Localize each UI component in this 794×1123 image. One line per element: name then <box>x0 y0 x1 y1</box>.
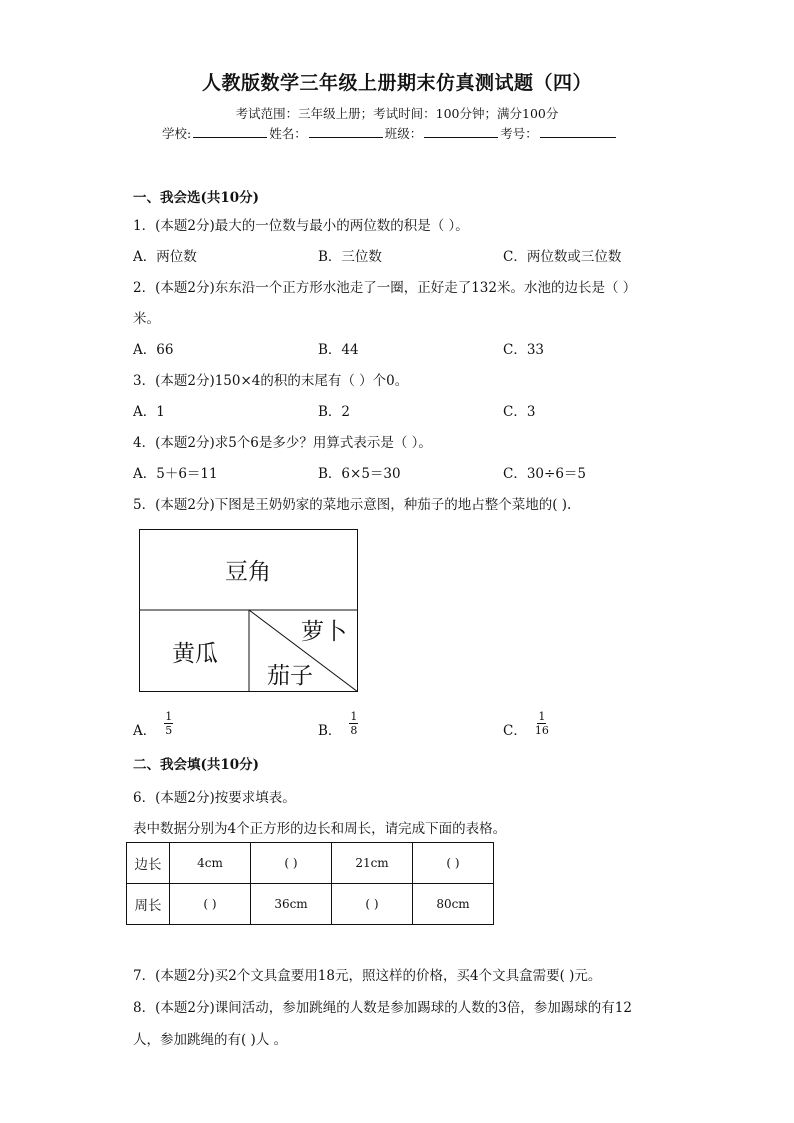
question-8: 8．(本题2分)课间活动，参加跳绳的人数是参加踢球的人数的3倍，参加踢球的有12 <box>133 1000 632 1016</box>
garden-label-cucumber: 黄瓜 <box>172 641 218 667</box>
question-3: 3．(本题2分)150×4的积的末尾有（ ）个0。 <box>133 373 409 389</box>
question-1: 1．(本题2分)最大的一位数与最小的两位数的积是（ ）。 <box>133 218 469 234</box>
fraction-numerator: 1 <box>538 710 546 723</box>
question-6-description: 表中数据分别为4个正方形的边长和周长，请完成下面的表格。 <box>133 821 507 837</box>
table-row-side <box>127 843 494 884</box>
garden-label-radish: 萝卜 <box>301 619 347 645</box>
q1-option-b[interactable]: B．三位数 <box>318 249 382 265</box>
fraction-numerator: 1 <box>350 710 358 723</box>
section-heading-fill: 二、我会填(共10分) <box>133 757 260 773</box>
fraction-numerator: 1 <box>165 710 173 723</box>
q2-option-a[interactable]: A．66 <box>133 342 174 358</box>
garden-label-eggplant: 茄子 <box>267 663 313 689</box>
question-6: 6．(本题2分)按要求填表。 <box>133 790 296 806</box>
square-table <box>126 842 494 925</box>
number-label: 考号： <box>500 126 538 141</box>
q3-option-b[interactable]: B．2 <box>318 404 351 420</box>
vegetable-garden-diagram <box>139 529 358 692</box>
q5-option-b-fraction <box>349 710 358 737</box>
question-7: 7．(本题2分)买2个文具盒要用18元，照这样的价格，买4个文具盒需要( )元。 <box>133 968 602 984</box>
q5-option-a-letter: A． <box>133 723 157 739</box>
class-blank[interactable] <box>424 125 498 138</box>
fraction-denominator: 8 <box>350 724 358 737</box>
number-blank[interactable] <box>540 125 616 138</box>
table-cell: 21cm <box>332 843 413 884</box>
q5-option-a-fraction <box>164 710 173 737</box>
question-4: 4．(本题2分)求5个6是多少？用算式表示是（ ）。 <box>133 435 432 451</box>
q5-option-c[interactable] <box>503 710 549 745</box>
fraction-denominator: 16 <box>534 724 549 737</box>
q3-option-c[interactable]: C．3 <box>503 404 536 420</box>
school-blank[interactable] <box>193 125 267 138</box>
school-label: 学校: <box>162 126 192 141</box>
question-2: 2．(本题2分)东东沿一个正方形水池走了一圈，正好走了132米。水池的边长是（ ） <box>133 280 637 296</box>
name-label: 姓名： <box>269 126 307 141</box>
row-header-perimeter: 周长 <box>127 884 170 925</box>
q2-option-b[interactable]: B．44 <box>318 342 359 358</box>
garden-label-beans: 豆角 <box>225 559 271 585</box>
q1-option-c[interactable]: C．两位数或三位数 <box>503 249 622 265</box>
table-cell-blank[interactable]: ( ) <box>251 843 332 884</box>
q5-option-c-fraction <box>535 710 549 737</box>
question-5: 5．(本题2分)下图是王奶奶家的菜地示意图，种茄子的地占整个菜地的( ). <box>133 497 572 513</box>
q2-option-c[interactable]: C．33 <box>503 342 545 358</box>
table-cell-blank[interactable]: ( ) <box>332 884 413 925</box>
q1-option-a[interactable]: A．两位数 <box>133 249 197 265</box>
question-2-continued: 米。 <box>133 311 160 327</box>
fraction-denominator: 5 <box>165 724 173 737</box>
table-cell-blank[interactable]: ( ) <box>413 843 494 884</box>
row-header-side: 边长 <box>127 843 170 884</box>
q4-option-b[interactable]: B．6×5＝30 <box>318 466 401 482</box>
q5-option-b-letter: B． <box>318 723 342 739</box>
table-cell-blank[interactable]: ( ) <box>170 884 251 925</box>
student-info-line <box>162 124 618 142</box>
q5-option-b[interactable] <box>318 710 358 745</box>
page-title: 人教版数学三年级上册期末仿真测试题（四） <box>201 72 592 94</box>
table-cell: 80cm <box>413 884 494 925</box>
class-label: 班级： <box>384 126 423 141</box>
question-8-continued: 人，参加跳绳的有( )人 。 <box>133 1032 288 1048</box>
q4-option-a[interactable]: A．5＋6＝11 <box>133 466 218 482</box>
exam-info: 考试范围：三年级上册；考试时间：100分钟；满分100分 <box>235 106 559 121</box>
name-blank[interactable] <box>309 125 383 138</box>
section-heading-choice: 一、我会选(共10分) <box>133 190 260 206</box>
q4-option-c[interactable]: C．30÷6＝5 <box>503 466 586 482</box>
q3-option-a[interactable]: A．1 <box>133 404 165 420</box>
table-cell: 36cm <box>251 884 332 925</box>
garden-svg <box>139 529 358 692</box>
q5-option-c-letter: C． <box>503 723 527 739</box>
table-row-perimeter <box>127 884 494 925</box>
q5-option-a[interactable] <box>133 710 173 745</box>
table-cell: 4cm <box>170 843 251 884</box>
